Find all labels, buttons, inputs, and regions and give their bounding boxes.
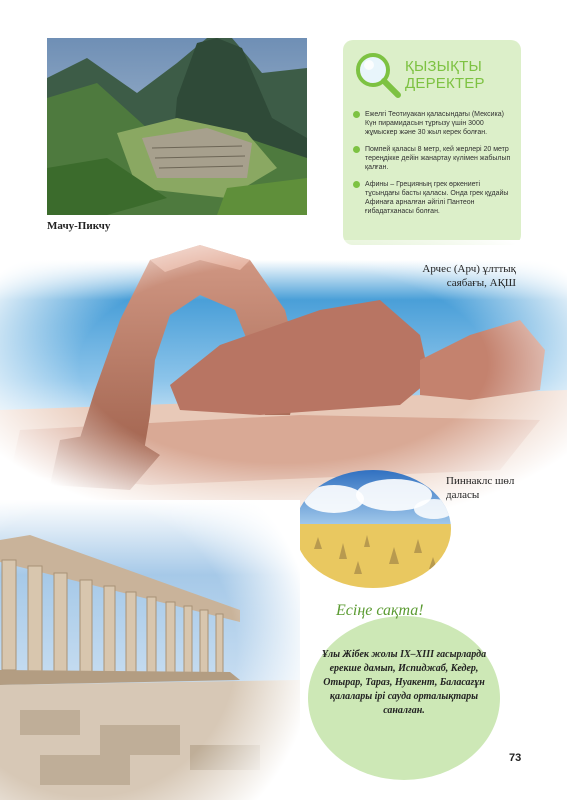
fact-item xyxy=(353,110,515,137)
parthenon-photo xyxy=(0,500,300,800)
machu-picchu-photo xyxy=(47,38,307,215)
fact-item xyxy=(353,145,515,172)
machu-picchu-caption: Мачу-Пикчу xyxy=(47,220,111,232)
fact-text: Помпей қаласы 8 метр, кей жерлері 20 метр тереңдікке дейін жанартау күлімен жабылып қалған. xyxy=(365,146,511,171)
fact-text: Ежелгі Теотиуакан қаласындағы (Мексика) Күн пирамидасын тұрғызу үшін 3000 жұмыскер және 30 жыл керек болған. xyxy=(365,111,504,136)
facts-title: ҚЫЗЫҚТЫ ДЕРЕКТЕР xyxy=(405,58,485,92)
remember-text: Ұлы Жібек жолы IX–XIII ғасырларда ерекше дамып, Испиджаб, Кедер, Отырар, Тараз, Нуакент, Баласағұн қалалары ірі сауда орталықтары саналған. xyxy=(321,649,487,716)
magnifier-icon xyxy=(353,50,403,100)
interesting-facts-box xyxy=(343,40,521,245)
bullet-icon xyxy=(353,111,360,118)
fact-item xyxy=(353,180,515,216)
facts-list xyxy=(353,110,515,224)
arches-caption: Арчес (Арч) ұлттық саябағы, АҚШ xyxy=(422,263,516,289)
page-number: 73 xyxy=(509,752,522,764)
fact-text: Афины – Грецияның грек өркениеті тұсындағы басты қаласы. Онда грек құдайы Афинаға арналған әйгілі Пантеон ғибадатханасы болған. xyxy=(365,181,509,215)
bullet-icon xyxy=(353,146,360,153)
pinnacles-caption: Пиннаклс шөл даласы xyxy=(446,475,515,501)
bullet-icon xyxy=(353,181,360,188)
remember-title: Есіңе сақта! xyxy=(336,602,424,619)
pinnacles-photo xyxy=(294,469,452,589)
